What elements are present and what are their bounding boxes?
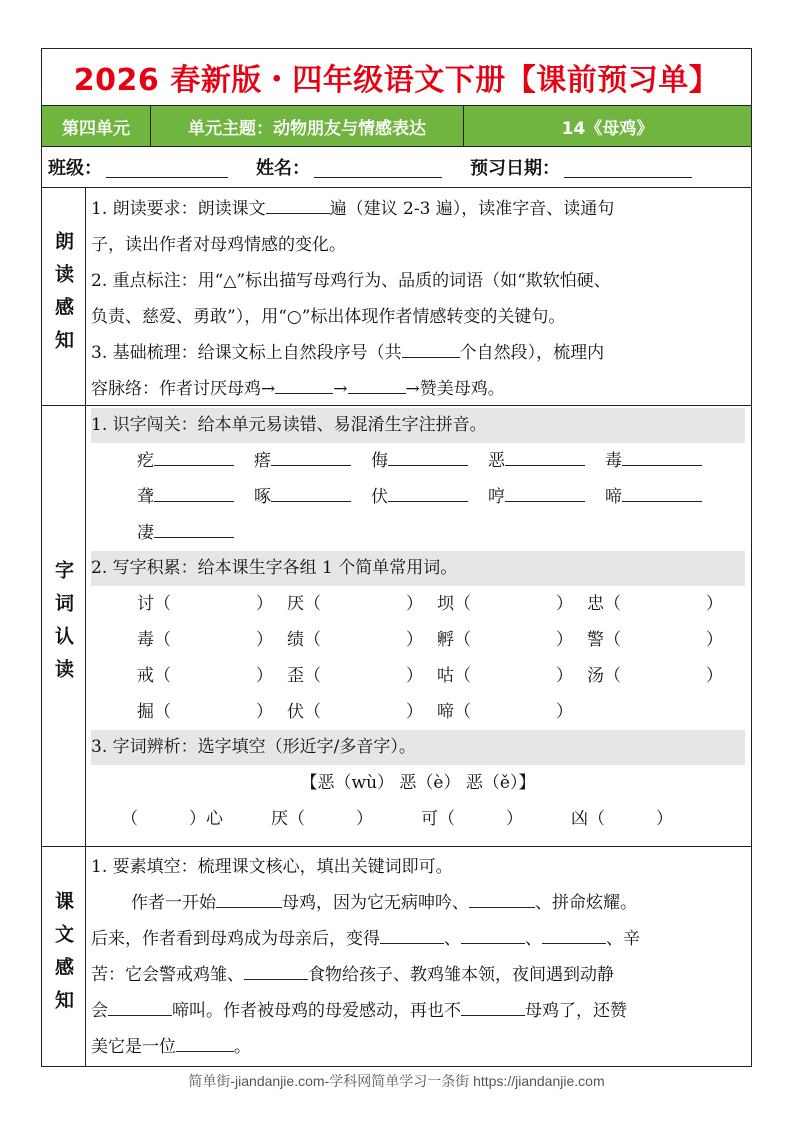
- blank[interactable]: [542, 921, 606, 944]
- pinyin-blank[interactable]: [388, 479, 468, 502]
- pinyin-item: 哼: [488, 479, 605, 515]
- pinyin-blank[interactable]: [154, 515, 234, 538]
- blank[interactable]: [108, 993, 172, 1016]
- word-item[interactable]: 坝（ ）: [437, 594, 573, 614]
- pinyin-item: 恶: [488, 443, 605, 479]
- subheading: 3. 字词辨析：选字填空（形近字/多音字）。: [91, 730, 745, 765]
- worksheet: [41, 48, 752, 1067]
- pinyin-blank[interactable]: [388, 443, 468, 466]
- word-item[interactable]: 警（ ）: [587, 630, 723, 650]
- subheading: 1. 识字闯关：给本单元易读错、易混淆生字注拼音。: [91, 408, 745, 443]
- pinyin-blank[interactable]: [622, 479, 702, 502]
- pinyin-blank[interactable]: [154, 443, 234, 466]
- blank[interactable]: [216, 885, 282, 908]
- word-item[interactable]: 讨（ ）: [137, 594, 273, 614]
- date-field[interactable]: [564, 157, 692, 178]
- blank[interactable]: [176, 1029, 234, 1052]
- options-line: 【恶（wù） 恶（è） 恶（ě）】: [300, 773, 536, 793]
- unit-bar: [42, 106, 751, 147]
- blank[interactable]: [402, 335, 460, 358]
- word-item[interactable]: 汤（ ）: [587, 666, 723, 686]
- page-title: 2026 春新版・四年级语文下册【课前预习单】: [42, 49, 751, 106]
- section-label: 课文感知: [42, 847, 86, 1067]
- word-item[interactable]: 啼（ ）: [437, 702, 573, 722]
- blank[interactable]: [275, 371, 333, 394]
- fill-item[interactable]: 可（ ）: [421, 809, 523, 829]
- class-label: 班级：: [48, 158, 102, 179]
- blank[interactable]: [469, 885, 535, 908]
- unit-label: 第四单元: [42, 106, 151, 146]
- pinyin-item: 疙: [137, 443, 254, 479]
- blank[interactable]: [461, 993, 525, 1016]
- subheading: 2. 写字积累：给本课生字各组 1 个简单常用词。: [91, 551, 745, 586]
- pinyin-item: 聋: [137, 479, 254, 515]
- word-item[interactable]: 歪（ ）: [287, 666, 423, 686]
- word-item[interactable]: 毒（ ）: [137, 630, 273, 650]
- word-item[interactable]: 戒（ ）: [137, 666, 273, 686]
- section-label: 朗读感知: [42, 188, 86, 405]
- word-item[interactable]: 掘（ ）: [137, 702, 273, 722]
- fill-grid: [91, 801, 745, 837]
- section-text: 课文感知 1. 要素填空：梳理课文核心，填出关键词即可。 作者一开始 母鸡，因为它无病呻吟、 、拼命炫耀。 后来，作者看到母鸡成为母亲后，变得 、 、 、辛 苦：它会警戒鸡雏、 食物给孩子、教鸡雏本领，夜间遇到动静 会 啼叫。作者被母鸡的母爱感动，再也不 母鸡了，还赞 美它是一位 。: [42, 847, 751, 1067]
- text-line: 子，读出作者对母鸡情感的变化。: [91, 235, 346, 255]
- lesson-title: 14《母鸡》: [561, 118, 654, 139]
- word-item[interactable]: 孵（ ）: [437, 630, 573, 650]
- blank[interactable]: [461, 921, 525, 944]
- unit-theme: 单元主题：动物朋友与情感表达: [151, 106, 464, 146]
- info-bar: [42, 147, 751, 188]
- section-label: 字词认读: [42, 406, 86, 846]
- pinyin-blank[interactable]: [505, 443, 585, 466]
- blank[interactable]: [348, 371, 406, 394]
- subheading: 1. 要素填空：梳理课文核心，填出关键词即可。: [91, 857, 453, 877]
- date-label: 预习日期：: [470, 158, 560, 179]
- pinyin-blank[interactable]: [505, 479, 585, 502]
- pinyin-blank[interactable]: [271, 479, 351, 502]
- pinyin-item: 瘩: [254, 443, 371, 479]
- pinyin-item: 毒: [605, 443, 722, 479]
- pinyin-item: 伏: [371, 479, 488, 515]
- footer: 简单街-jiandanjie.com-学科网简单学习一条街 https://jiandanjie.com: [188, 1073, 605, 1089]
- pinyin-item: 啼: [605, 479, 722, 515]
- text-line: 2. 重点标注：用“△”标出描写母鸡行为、品质的词语（如“欺软怕硬、: [91, 271, 611, 291]
- text-line: 负责、慈爱、勇敢”），用“○”标出体现作者情感转变的关键句。: [91, 307, 566, 327]
- pinyin-item: 啄: [254, 479, 371, 515]
- fill-item[interactable]: 厌（ ）: [271, 809, 373, 829]
- word-grid: [91, 586, 745, 730]
- pinyin-blank[interactable]: [154, 479, 234, 502]
- fill-item[interactable]: 凶（ ）: [571, 809, 673, 829]
- name-field[interactable]: [314, 157, 442, 178]
- class-field[interactable]: [106, 157, 228, 178]
- word-item[interactable]: 伏（ ）: [287, 702, 423, 722]
- section-reading: 朗读感知 1. 朗读要求：朗读课文 遍（建议 2-3 遍），读准字音、读通句 子，读出作者对母鸡情感的变化。 2. 重点标注：用“△”标出描写母鸡行为、品质的词语（如“欺软怕硬、 负责、慈爱、勇敢”），用“○”标出体现作者情感转变的关键句。 3. 基础梳理：给课文标上自然段序号（共 个自然段），梳理内 容脉络：作者讨厌母鸡→ → →赞美母鸡。: [42, 188, 751, 406]
- pinyin-blank[interactable]: [271, 443, 351, 466]
- blank[interactable]: [266, 191, 330, 214]
- pinyin-item: 侮: [371, 443, 488, 479]
- fill-item[interactable]: （ ）心: [121, 809, 223, 829]
- name-label: 姓名：: [256, 158, 310, 179]
- blank[interactable]: [244, 957, 308, 980]
- pinyin-item: 凄: [137, 515, 254, 551]
- blank[interactable]: [380, 921, 444, 944]
- word-item[interactable]: 厌（ ）: [287, 594, 423, 614]
- word-item[interactable]: 咕（ ）: [437, 666, 573, 686]
- word-item[interactable]: 忠（ ）: [587, 594, 723, 614]
- word-item[interactable]: 绩（ ）: [287, 630, 423, 650]
- section-words: [42, 406, 751, 847]
- pinyin-grid: [91, 443, 745, 551]
- pinyin-blank[interactable]: [622, 443, 702, 466]
